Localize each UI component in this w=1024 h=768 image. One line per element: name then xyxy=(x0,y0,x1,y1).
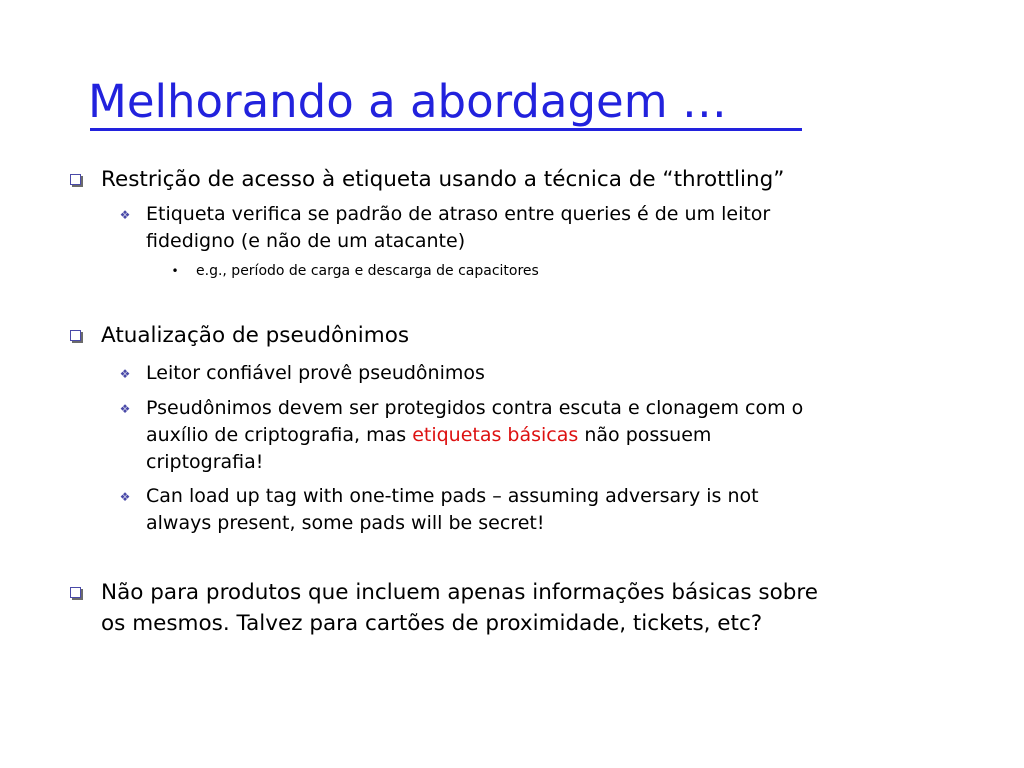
bullet-2-text: Atualização de pseudônimos xyxy=(101,323,410,348)
bullet-1-sub-1-line-2: fidedigno (e não de um atacante) xyxy=(146,230,466,252)
bullet-2-sub-2-line-1: Pseudônimos devem ser protegidos contra escuta e clonagem com o xyxy=(146,397,804,419)
slide-title: Melhorando a abordagem … xyxy=(88,75,727,128)
dot-icon: • xyxy=(171,264,179,278)
bullet-3-line-2: os mesmos. Talvez para cartões de proximidade, tickets, etc? xyxy=(101,611,763,636)
etiquetas-basicas-highlight: etiquetas básicas xyxy=(412,424,579,446)
bullet-2-sub-3-line-1: Can load up tag with one-time pads – assuming adversary is not xyxy=(146,485,759,507)
bullet-2-sub-2-line-3: criptografia! xyxy=(146,451,264,473)
bullet-2-sub-3-line-2: always present, some pads will be secret! xyxy=(146,512,545,534)
hollow-square-icon xyxy=(68,328,82,342)
bullet-2-sub-1-text: Leitor confiável provê pseudônimos xyxy=(146,362,485,384)
hollow-square-icon xyxy=(68,585,82,599)
diamond-icon: ❖ xyxy=(119,367,131,381)
diamond-icon: ❖ xyxy=(119,208,131,222)
diamond-icon: ❖ xyxy=(119,402,131,416)
diamond-icon: ❖ xyxy=(119,490,131,504)
bullet-2-sub-2-line-2 xyxy=(146,422,711,448)
bullet-1-text: Restrição de acesso à etiqueta usando a técnica de “throttling” xyxy=(101,167,785,192)
bullet-2-sub-2-line-2-post: não possuem xyxy=(578,424,712,446)
bullet-3-line-1: Não para produtos que incluem apenas informações básicas sobre xyxy=(101,580,818,605)
title-underline xyxy=(90,128,802,131)
hollow-square-icon xyxy=(68,172,82,186)
bullet-2-sub-2-line-2-pre: auxílio de criptografia, mas xyxy=(146,424,413,446)
bullet-1-detail-text: e.g., período de carga e descarga de capacitores xyxy=(196,263,539,279)
bullet-1-sub-1-line-1: Etiqueta verifica se padrão de atraso entre queries é de um leitor xyxy=(146,203,771,225)
